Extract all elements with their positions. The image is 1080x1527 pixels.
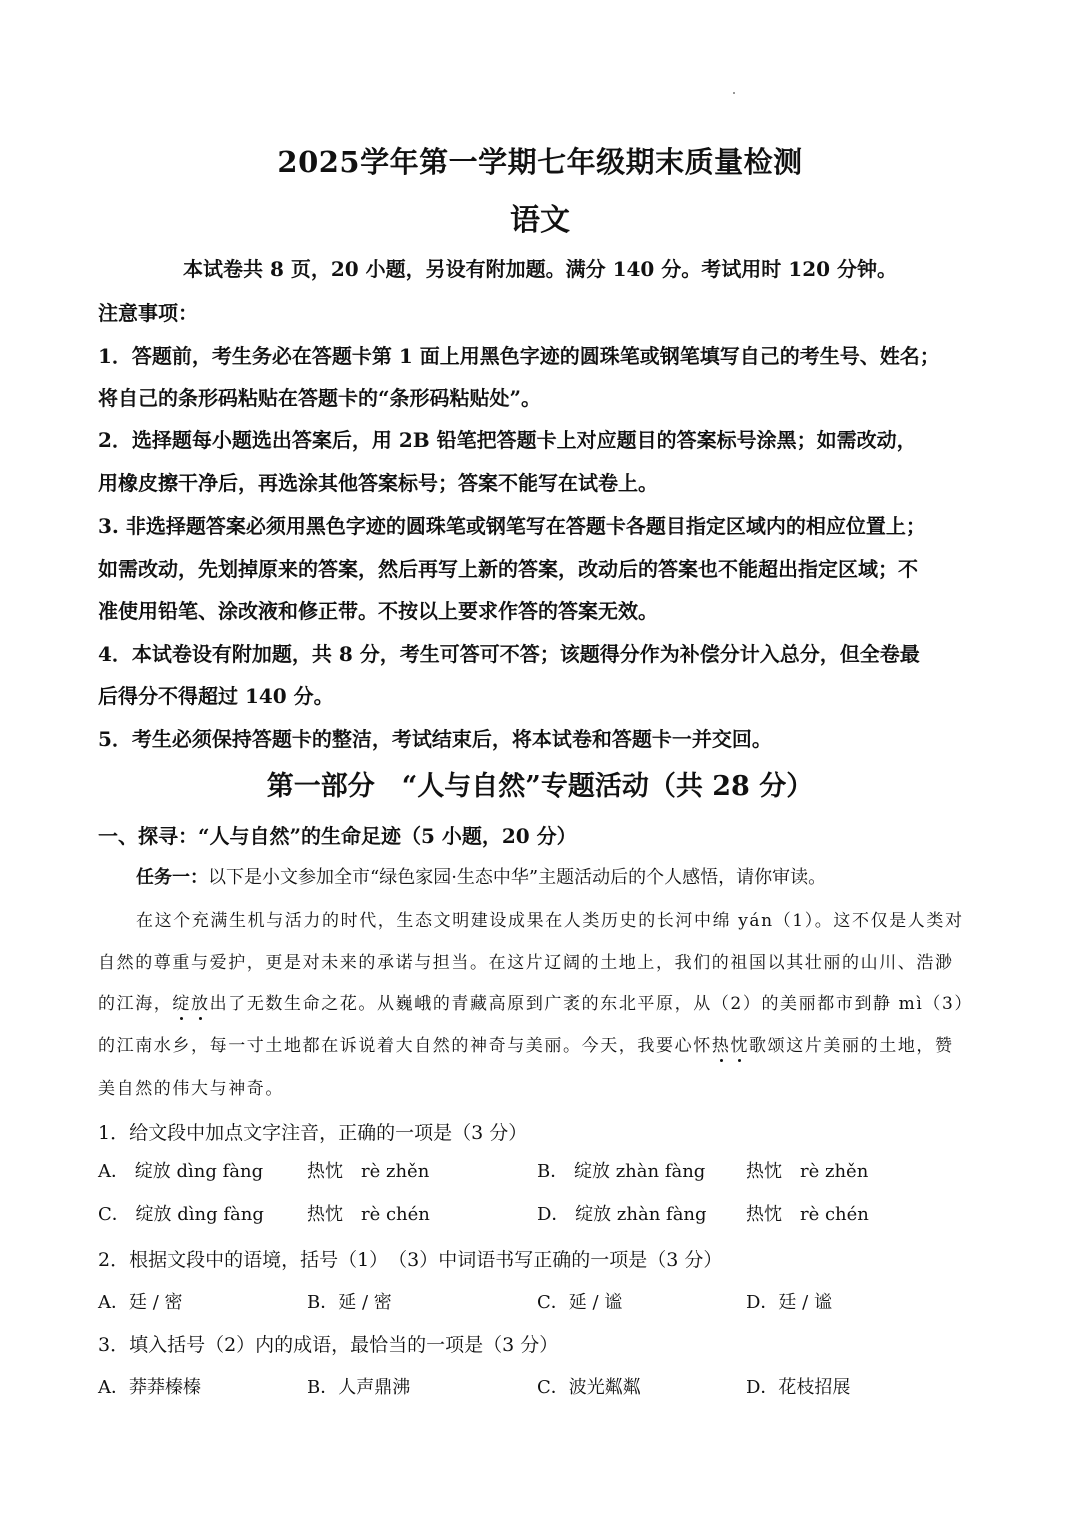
notice-line: 5．考生必须保持答题卡的整洁，考试结束后，将本试卷和答题卡一并交回。: [98, 727, 772, 751]
option-word: 绽放: [575, 1204, 612, 1225]
passage-line: [98, 989, 973, 1014]
task-intro: [136, 863, 826, 889]
notice-line: 用橡皮擦干净后，再选涂其他答案标号；答案不能写在试卷上。: [98, 471, 658, 495]
option-label: B．: [537, 1161, 569, 1182]
question-1-stem: 1．给文段中加点文字注音，正确的一项是（3 分）: [98, 1122, 528, 1144]
option-word: 热忱: [746, 1161, 782, 1182]
passage-text: 出了无数生命之花。从巍峨的青藏高原到广袤的东北平原，从（2）的美丽都市到静 mì（3）: [209, 994, 974, 1014]
part-title: 第一部分 “人与自然”专题活动（共 28 分）: [266, 771, 814, 802]
option-pinyin: rè chén: [361, 1204, 430, 1225]
dotted-char: 热: [711, 1036, 731, 1056]
passage-text: 的江南水乡，每一寸土地都在诉说着大自然的神奇与美丽。今天，我要心怀: [98, 1036, 712, 1056]
task-label: 任务一：: [136, 867, 208, 888]
notice-line: 准使用铅笔、涂改液和修正带。不按以上要求作答的答案无效。: [98, 599, 658, 623]
option-word: 绽放: [134, 1161, 171, 1182]
scan-speck: [733, 92, 735, 94]
option-word: 绽放: [573, 1161, 610, 1182]
q1-option-d: [537, 1200, 707, 1226]
option-word: 热忱: [307, 1204, 343, 1225]
exam-intro: 本试卷共 8 页，20 小题，另设有附加题。满分 140 分。考试用时 120 分钟。: [183, 257, 897, 281]
notice-line: 1．答题前，考生务必在答题卡第 1 面上用黑色字迹的圆珠笔或钢笔填写自己的考生号、姓名；: [98, 344, 940, 368]
q1-option-c: [98, 1200, 264, 1226]
q2-option-b: B．延 / 密: [307, 1292, 392, 1313]
option-label: A．: [98, 1161, 129, 1182]
dotted-char: 放: [191, 994, 210, 1014]
q1-option-c-2: [307, 1200, 430, 1226]
notice-line: 2．选择题每小题选出答案后，用 2B 铅笔把答题卡上对应题目的答案标号涂黑；如需改动，: [98, 428, 917, 452]
notice-heading: 注意事项：: [98, 301, 198, 325]
q2-option-a: A．廷 / 密: [98, 1292, 183, 1313]
option-pinyin: dìng fàng: [177, 1204, 264, 1225]
q3-option-d: D．花枝招展: [746, 1377, 851, 1398]
q1-option-a-2: [307, 1157, 429, 1183]
dotted-char: 忱: [730, 1036, 750, 1056]
q1-option-d-2: [746, 1200, 869, 1226]
passage-line: 在这个充满生机与活力的时代，生态文明建设成果在人类历史的长河中绵 yán（1）。这不仅是人类对: [136, 911, 964, 931]
option-label: C．: [98, 1204, 130, 1225]
q2-option-c: C．延 / 谧: [537, 1292, 623, 1313]
notice-line: 将自己的条形码粘贴在答题卡的“条形码粘贴处”。: [98, 386, 542, 410]
option-pinyin: rè chén: [800, 1204, 869, 1225]
q3-option-c: C．波光粼粼: [537, 1377, 641, 1398]
q3-option-b: B．人声鼎沸: [307, 1377, 411, 1398]
option-word: 绽放: [135, 1204, 172, 1225]
subject-title: 语文: [510, 203, 570, 238]
option-pinyin: rè zhěn: [361, 1161, 430, 1182]
q1-option-a: [98, 1157, 263, 1183]
notice-line: 3. 非选择题答案必须用黑色字迹的圆珠笔或钢笔写在答题卡各题目指定区域内的相应位置上；: [98, 514, 926, 538]
option-label: D．: [537, 1204, 570, 1225]
passage-text: 的江海，: [98, 994, 173, 1014]
task-text: 以下是小文参加全市“绿色家园·生态中华”主题活动后的个人感悟，请你审读。: [208, 867, 827, 888]
passage-line: 自然的尊重与爱护，更是对未来的承诺与担当。在这片辽阔的土地上，我们的祖国以其壮丽的山川、浩渺: [98, 953, 954, 973]
section-heading: 一、探寻：“人与自然”的生命足迹（5 小题，20 分）: [98, 824, 577, 848]
notice-line: 4．本试卷设有附加题，共 8 分，考生可答可不答；该题得分作为补偿分计入总分，但全卷最: [98, 642, 920, 666]
option-pinyin: zhàn fàng: [615, 1161, 706, 1182]
option-word: 热忱: [307, 1161, 343, 1182]
option-word: 热忱: [746, 1204, 782, 1225]
passage-line: [98, 1031, 954, 1056]
exam-title: 2025学年第一学期七年级期末质量检测: [277, 145, 803, 179]
q1-option-b-2: [746, 1157, 868, 1183]
option-pinyin: dìng fàng: [176, 1161, 264, 1182]
option-pinyin: zhàn fàng: [616, 1204, 707, 1225]
q1-option-b: [537, 1157, 705, 1183]
notice-line: 如需改动，先划掉原来的答案，然后再写上新的答案，改动后的答案也不能超出指定区域；不: [98, 557, 918, 581]
dotted-char: 绽: [172, 994, 192, 1014]
passage-text: 歌颂这片美丽的土地，赞: [749, 1036, 954, 1056]
option-pinyin: rè zhěn: [800, 1161, 869, 1182]
question-3-stem: 3．填入括号（2）内的成语，最恰当的一项是（3 分）: [98, 1334, 559, 1356]
q2-option-d: D．廷 / 谧: [746, 1292, 832, 1313]
question-2-stem: 2．根据文段中的语境，括号（1） （3）中词语书写正确的一项是（3 分）: [98, 1249, 723, 1271]
passage-line: 美自然的伟大与神奇。: [98, 1079, 284, 1099]
q3-option-a: A．莽莽榛榛: [98, 1377, 201, 1398]
notice-line: 后得分不得超过 140 分。: [98, 684, 334, 708]
